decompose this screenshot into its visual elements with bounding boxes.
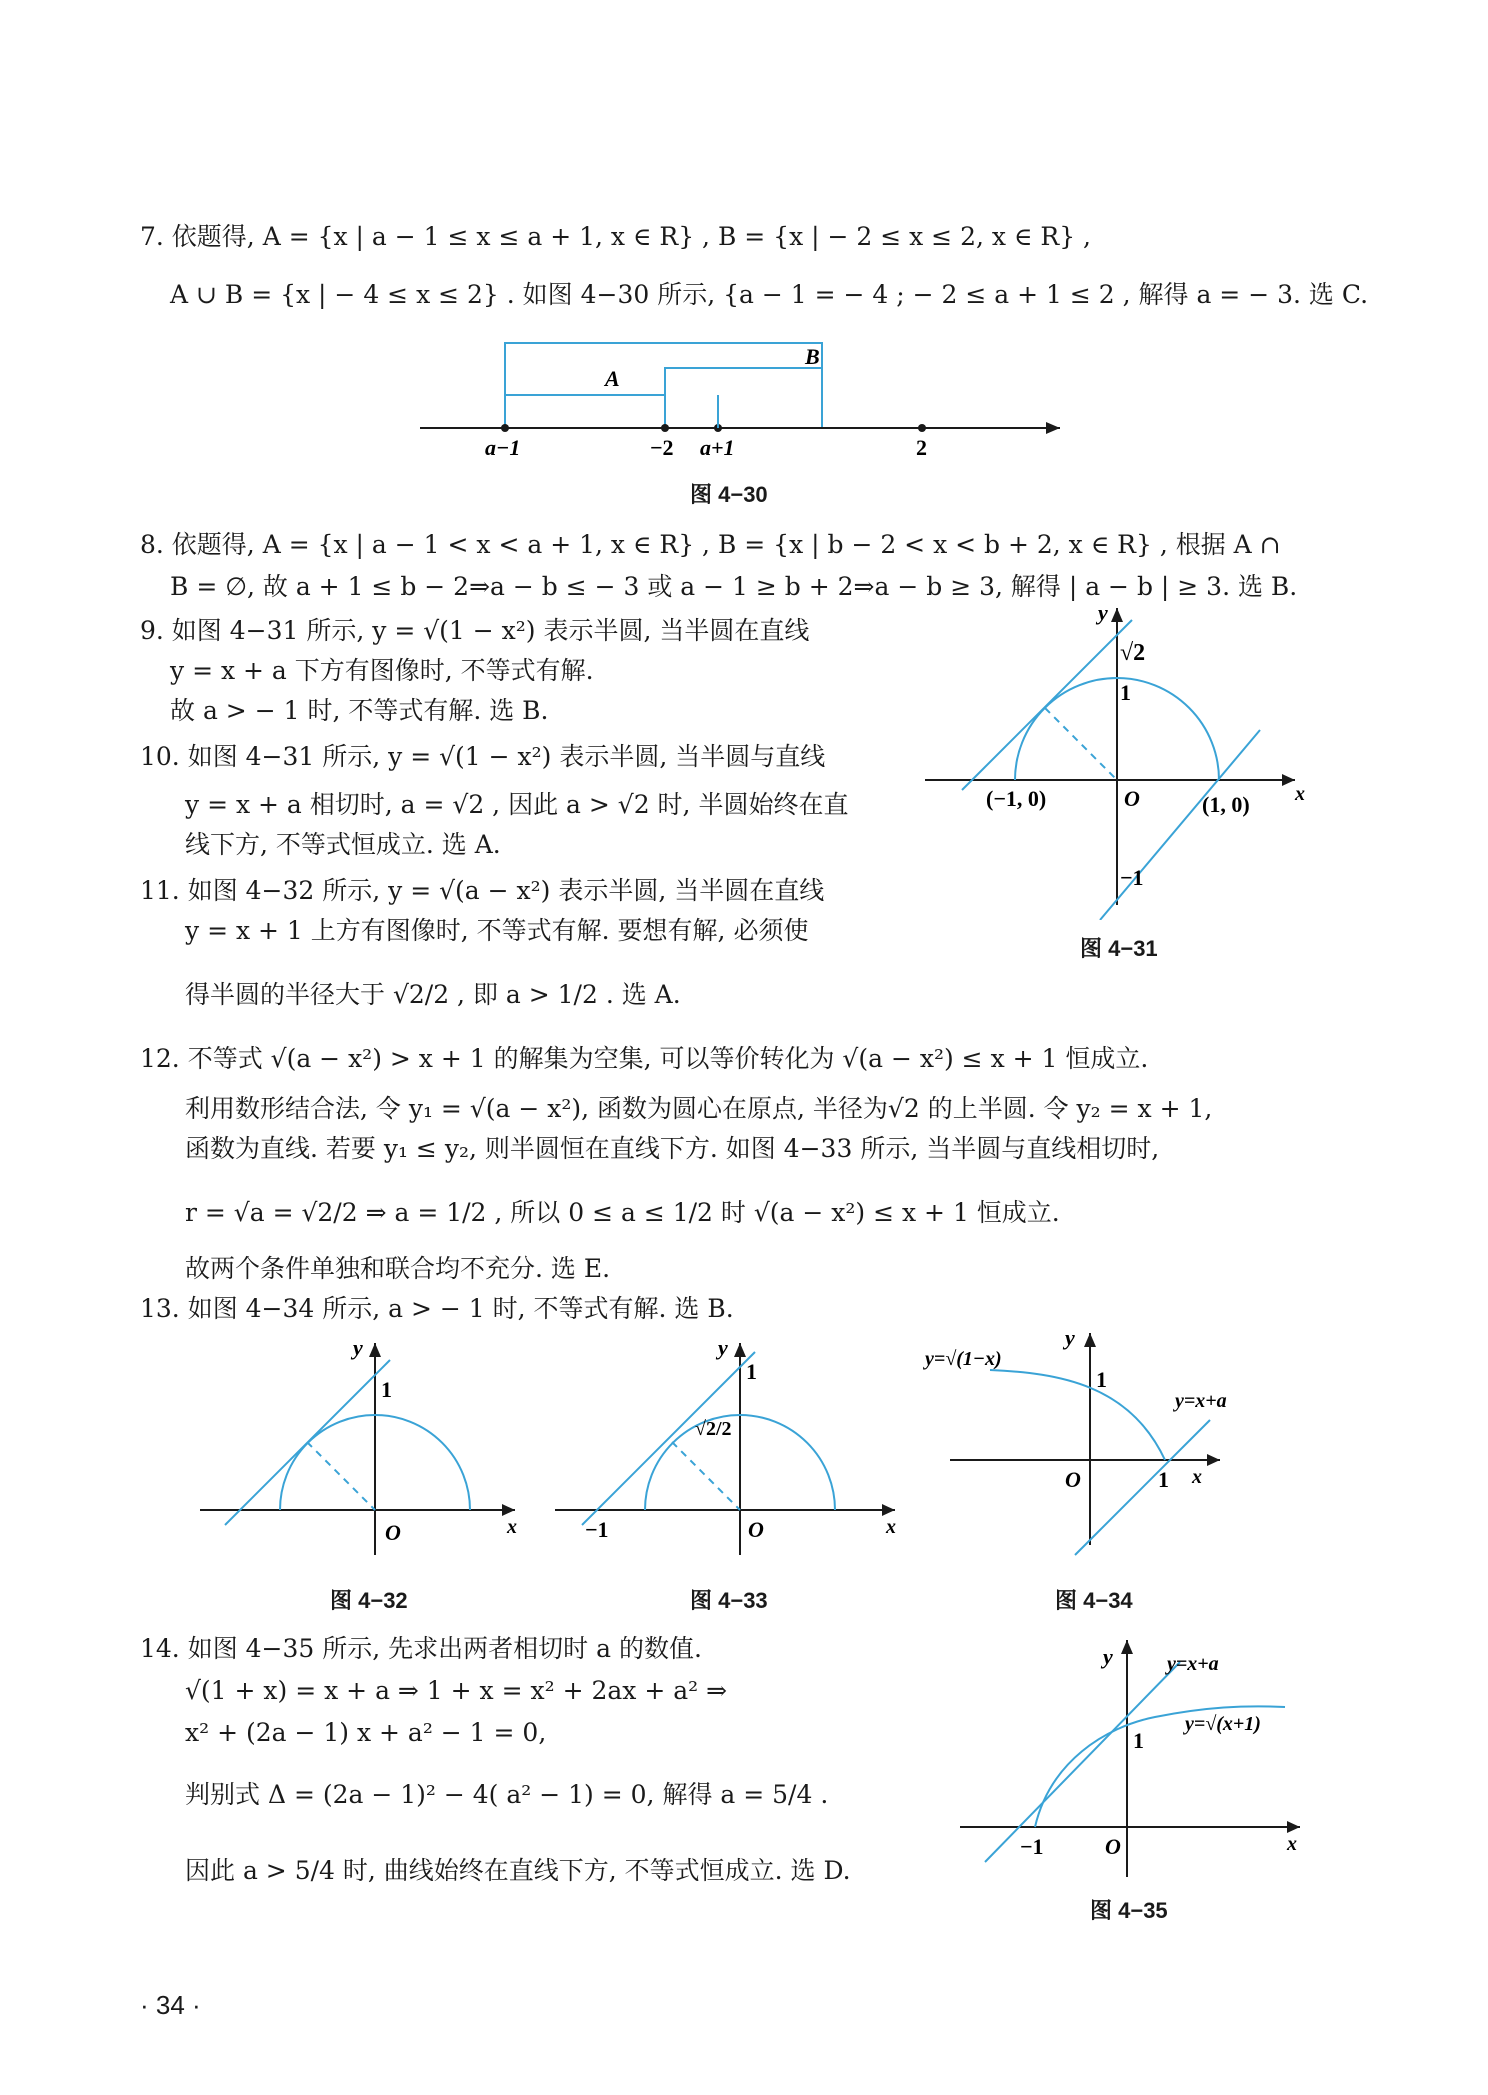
- interval-A-frame: [505, 395, 665, 428]
- radius-dashed: [672, 1442, 740, 1510]
- p11-line1: 11. 如图 4−32 所示, y = √(a − x²) 表示半圆, 当半圆在直线: [140, 876, 825, 905]
- radius-dashed: [1045, 708, 1117, 780]
- y-label: y: [718, 1335, 728, 1360]
- figure-4-34: [920, 1325, 1240, 1565]
- line-y-x+a: [985, 1662, 1180, 1862]
- p14-line3: x² + (2a − 1) x + a² − 1 = 0,: [185, 1718, 547, 1747]
- origin-label: O: [1105, 1834, 1121, 1859]
- x-label: x: [886, 1516, 896, 1538]
- x-one-label: 1: [1158, 1467, 1169, 1492]
- p12-line1: 12. 不等式 √(a − x²) > x + 1 的解集为空集, 可以等价转化为 √(a − x²) ≤ x + 1 恒成立.: [140, 1044, 1149, 1073]
- p14-line4: 判别式 Δ = (2a − 1)² − 4( a² − 1) = 0, 解得 a = 5/4 .: [185, 1780, 829, 1809]
- figure-4-33: [550, 1335, 910, 1565]
- caption-4-32: 图 4−32: [330, 1588, 408, 1613]
- x-axis-arrow: [882, 1504, 895, 1516]
- tick-label-2: 2: [916, 435, 927, 460]
- caption-4-35: 图 4−35: [1090, 1898, 1168, 1923]
- p14-line1: 14. 如图 4−35 所示, 先求出两者相切时 a 的数值.: [140, 1634, 702, 1663]
- curve-sqrt-1-x: [990, 1370, 1165, 1460]
- neg1-label: −1: [1120, 865, 1144, 890]
- tick-label-neg2: −2: [650, 435, 674, 460]
- one-label: 1: [1096, 1367, 1107, 1392]
- figure-4-35: [955, 1632, 1315, 1882]
- figure-4-30: [420, 335, 1070, 465]
- y-axis-arrow: [1084, 1333, 1096, 1347]
- origin-label: O: [1124, 786, 1140, 811]
- sqrt2-over-2-label: √2/2: [695, 1418, 732, 1440]
- interval-B-frame: [505, 343, 822, 428]
- point-2: [918, 424, 926, 432]
- curve-label: y=√(1−x): [925, 1348, 1002, 1370]
- caption-4-31: 图 4−31: [1080, 936, 1158, 961]
- point-1-0: (1, 0): [1202, 792, 1250, 817]
- origin-label: O: [748, 1517, 764, 1542]
- y-label: y: [1098, 600, 1108, 625]
- x-label: x: [1295, 783, 1305, 805]
- p7-line1: 7. 依题得, A = {x | a − 1 ≤ x ≤ a + 1, x ∈ R} , B = {x | − 2 ≤ x ≤ 2, x ∈ R} ,: [140, 222, 1091, 251]
- y-label: y: [1065, 1325, 1075, 1350]
- line-label: y=x+a: [1175, 1390, 1227, 1412]
- y-label: y: [1103, 1644, 1113, 1669]
- label-A: A: [605, 366, 620, 391]
- neg1-label: −1: [1020, 1834, 1044, 1859]
- neg1-label: −1: [585, 1517, 609, 1542]
- p10-line1: 10. 如图 4−31 所示, y = √(1 − x²) 表示半圆, 当半圆与直线: [140, 742, 826, 771]
- page-number: · 34 ·: [140, 1990, 201, 2020]
- y-axis-arrow: [1111, 608, 1123, 622]
- tangent-line: [962, 620, 1132, 790]
- p7-line2: A ∪ B = {x | − 4 ≤ x ≤ 2} . 如图 4−30 所示, {a − 1 = − 4 ; − 2 ≤ a + 1 ≤ 2 , 解得 a = − 3. 选 C.: [170, 280, 1369, 309]
- p9-line2: y = x + a 下方有图像时, 不等式有解.: [170, 656, 594, 685]
- y-axis-arrow: [1121, 1640, 1133, 1654]
- p13-line1: 13. 如图 4−34 所示, a > − 1 时, 不等式有解. 选 B.: [140, 1294, 734, 1323]
- one-label: 1: [746, 1359, 757, 1384]
- x-axis-arrow: [1282, 774, 1295, 786]
- p8-line2: B = ∅, 故 a + 1 ≤ b − 2⇒a − b ≤ − 3 或 a − 1 ≥ b + 2⇒a − b ≥ 3, 解得 | a − b | ≥ 3. 选 B.: [170, 572, 1298, 601]
- interval-neg2-2-frame: [665, 368, 822, 428]
- tick-label-a+1: a+1: [700, 435, 735, 460]
- line-y-x+a: [1075, 1420, 1210, 1555]
- caption-4-30: 图 4−30: [690, 482, 768, 507]
- line-through-1-0: [1100, 730, 1260, 920]
- p9-line3: 故 a > − 1 时, 不等式有解. 选 B.: [170, 696, 549, 725]
- x-axis-arrow: [1207, 1454, 1220, 1466]
- line-label: y=x+a: [1167, 1653, 1219, 1675]
- p8-line1: 8. 依题得, A = {x | a − 1 < x < a + 1, x ∈ R} , B = {x | b − 2 < x < b + 2, x ∈ R} , 根据 A ∩: [140, 530, 1281, 559]
- one-label: 1: [1120, 680, 1131, 705]
- figure-4-32: [195, 1335, 535, 1565]
- point-a-1: [501, 424, 509, 432]
- caption-4-33: 图 4−33: [690, 1588, 768, 1613]
- x-label: x: [507, 1516, 517, 1538]
- point-neg2: [661, 424, 669, 432]
- p12-line4: r = √a = √2/2 ⇒ a = 1/2 , 所以 0 ≤ a ≤ 1/2 时 √(a − x²) ≤ x + 1 恒成立.: [185, 1198, 1060, 1227]
- origin-label: O: [1065, 1467, 1081, 1492]
- one-label: 1: [381, 1377, 392, 1402]
- y-axis-arrow: [369, 1343, 381, 1357]
- p11-line2: y = x + 1 上方有图像时, 不等式有解. 要想有解, 必须使: [185, 916, 809, 945]
- point-neg1-0: (−1, 0): [986, 786, 1047, 811]
- number-line-arrow: [1046, 422, 1060, 434]
- p12-line2: 利用数形结合法, 令 y₁ = √(a − x²), 函数为圆心在原点, 半径为√2 的上半圆. 令 y₂ = x + 1,: [185, 1094, 1213, 1123]
- p10-line2: y = x + a 相切时, a = √2 , 因此 a > √2 时, 半圆始终在直: [185, 790, 849, 819]
- origin-label: O: [385, 1520, 401, 1545]
- p14-line5: 因此 a > 5/4 时, 曲线始终在直线下方, 不等式恒成立. 选 D.: [185, 1856, 851, 1885]
- sqrt2-label: √2: [1120, 640, 1146, 666]
- p9-line1: 9. 如图 4−31 所示, y = √(1 − x²) 表示半圆, 当半圆在直线: [140, 616, 810, 645]
- label-B: B: [805, 344, 820, 369]
- p12-line3: 函数为直线. 若要 y₁ ≤ y₂, 则半圆恒在直线下方. 如图 4−33 所示, 当半圆与直线相切时,: [185, 1134, 1160, 1163]
- y-label: y: [353, 1335, 363, 1360]
- curve-label: y=√(x+1): [1185, 1713, 1261, 1735]
- x-label: x: [1287, 1833, 1297, 1855]
- caption-4-34: 图 4−34: [1055, 1588, 1133, 1613]
- one-label: 1: [1133, 1728, 1144, 1753]
- x-label: x: [1192, 1466, 1202, 1488]
- x-axis-arrow: [1287, 1821, 1300, 1833]
- x-axis-arrow: [502, 1504, 515, 1516]
- p10-line3: 线下方, 不等式恒成立. 选 A.: [185, 830, 501, 859]
- p14-line2: √(1 + x) = x + a ⇒ 1 + x = x² + 2ax + a² ⇒: [185, 1676, 728, 1705]
- tick-label-a-1: a−1: [485, 435, 521, 460]
- y-axis-arrow: [734, 1343, 746, 1357]
- p11-line3: 得半圆的半径大于 √2/2 , 即 a > 1/2 . 选 A.: [185, 980, 681, 1009]
- p12-line5: 故两个条件单独和联合均不充分. 选 E.: [185, 1254, 611, 1283]
- radius-dashed: [307, 1442, 375, 1510]
- figure-4-31: [920, 600, 1320, 920]
